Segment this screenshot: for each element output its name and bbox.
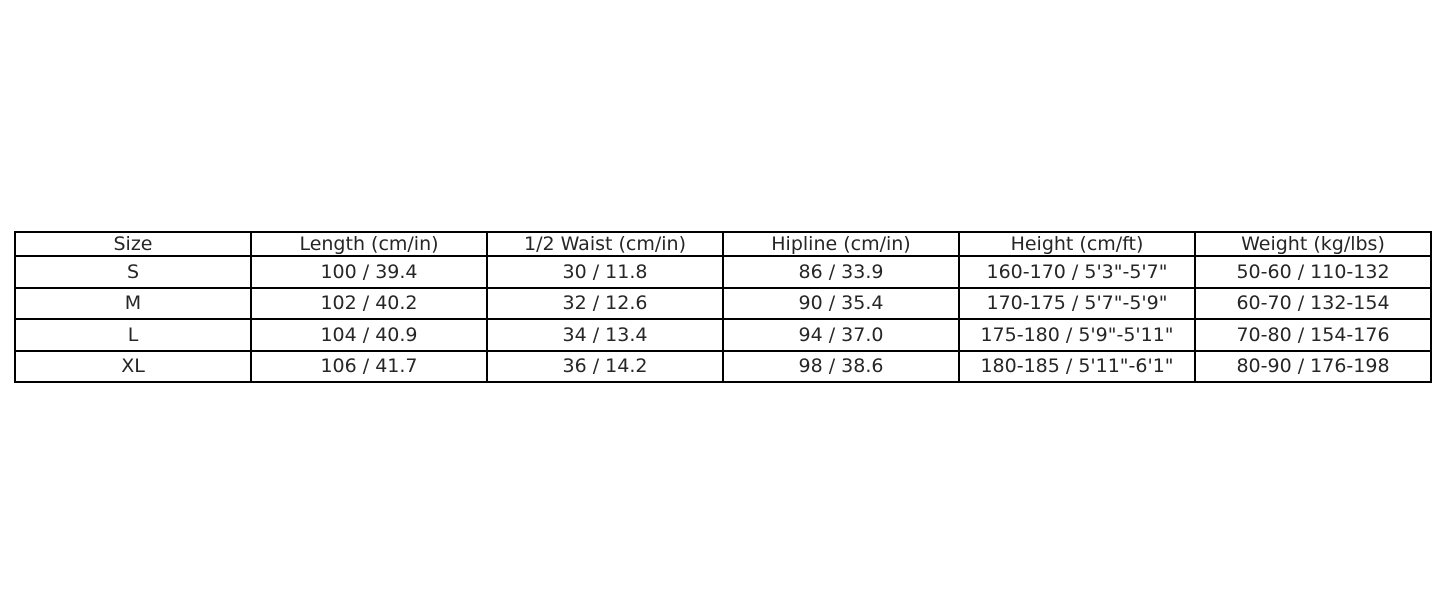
cell-weight: 80-90 / 176-198 — [1195, 351, 1431, 383]
column-header-hipline: Hipline (cm/in) — [723, 232, 959, 256]
table-row-l — [15, 319, 1431, 351]
cell-hipline: 90 / 35.4 — [723, 288, 959, 320]
cell-size: XL — [15, 351, 251, 383]
cell-length: 100 / 39.4 — [251, 256, 487, 288]
cell-length: 104 / 40.9 — [251, 319, 487, 351]
cell-weight: 50-60 / 110-132 — [1195, 256, 1431, 288]
cell-hipline: 94 / 37.0 — [723, 319, 959, 351]
table-header — [15, 232, 1431, 256]
cell-height: 180-185 / 5'11"-6'1" — [959, 351, 1195, 383]
cell-height: 160-170 / 5'3"-5'7" — [959, 256, 1195, 288]
cell-waist: 32 / 12.6 — [487, 288, 723, 320]
cell-length: 106 / 41.7 — [251, 351, 487, 383]
cell-waist: 30 / 11.8 — [487, 256, 723, 288]
size-chart-table — [14, 231, 1432, 383]
table-row-xl — [15, 351, 1431, 383]
table-body — [15, 256, 1431, 382]
cell-waist: 34 / 13.4 — [487, 319, 723, 351]
column-header-height: Height (cm/ft) — [959, 232, 1195, 256]
cell-waist: 36 / 14.2 — [487, 351, 723, 383]
header-row — [15, 232, 1431, 256]
cell-size: L — [15, 319, 251, 351]
column-header-waist: 1/2 Waist (cm/in) — [487, 232, 723, 256]
cell-height: 175-180 / 5'9"-5'11" — [959, 319, 1195, 351]
cell-weight: 70-80 / 154-176 — [1195, 319, 1431, 351]
cell-size: M — [15, 288, 251, 320]
cell-hipline: 98 / 38.6 — [723, 351, 959, 383]
column-header-size: Size — [15, 232, 251, 256]
column-header-weight: Weight (kg/lbs) — [1195, 232, 1431, 256]
cell-weight: 60-70 / 132-154 — [1195, 288, 1431, 320]
column-header-length: Length (cm/in) — [251, 232, 487, 256]
cell-hipline: 86 / 33.9 — [723, 256, 959, 288]
cell-length: 102 / 40.2 — [251, 288, 487, 320]
cell-size: S — [15, 256, 251, 288]
table-row-m — [15, 288, 1431, 320]
cell-height: 170-175 / 5'7"-5'9" — [959, 288, 1195, 320]
table-row-s — [15, 256, 1431, 288]
